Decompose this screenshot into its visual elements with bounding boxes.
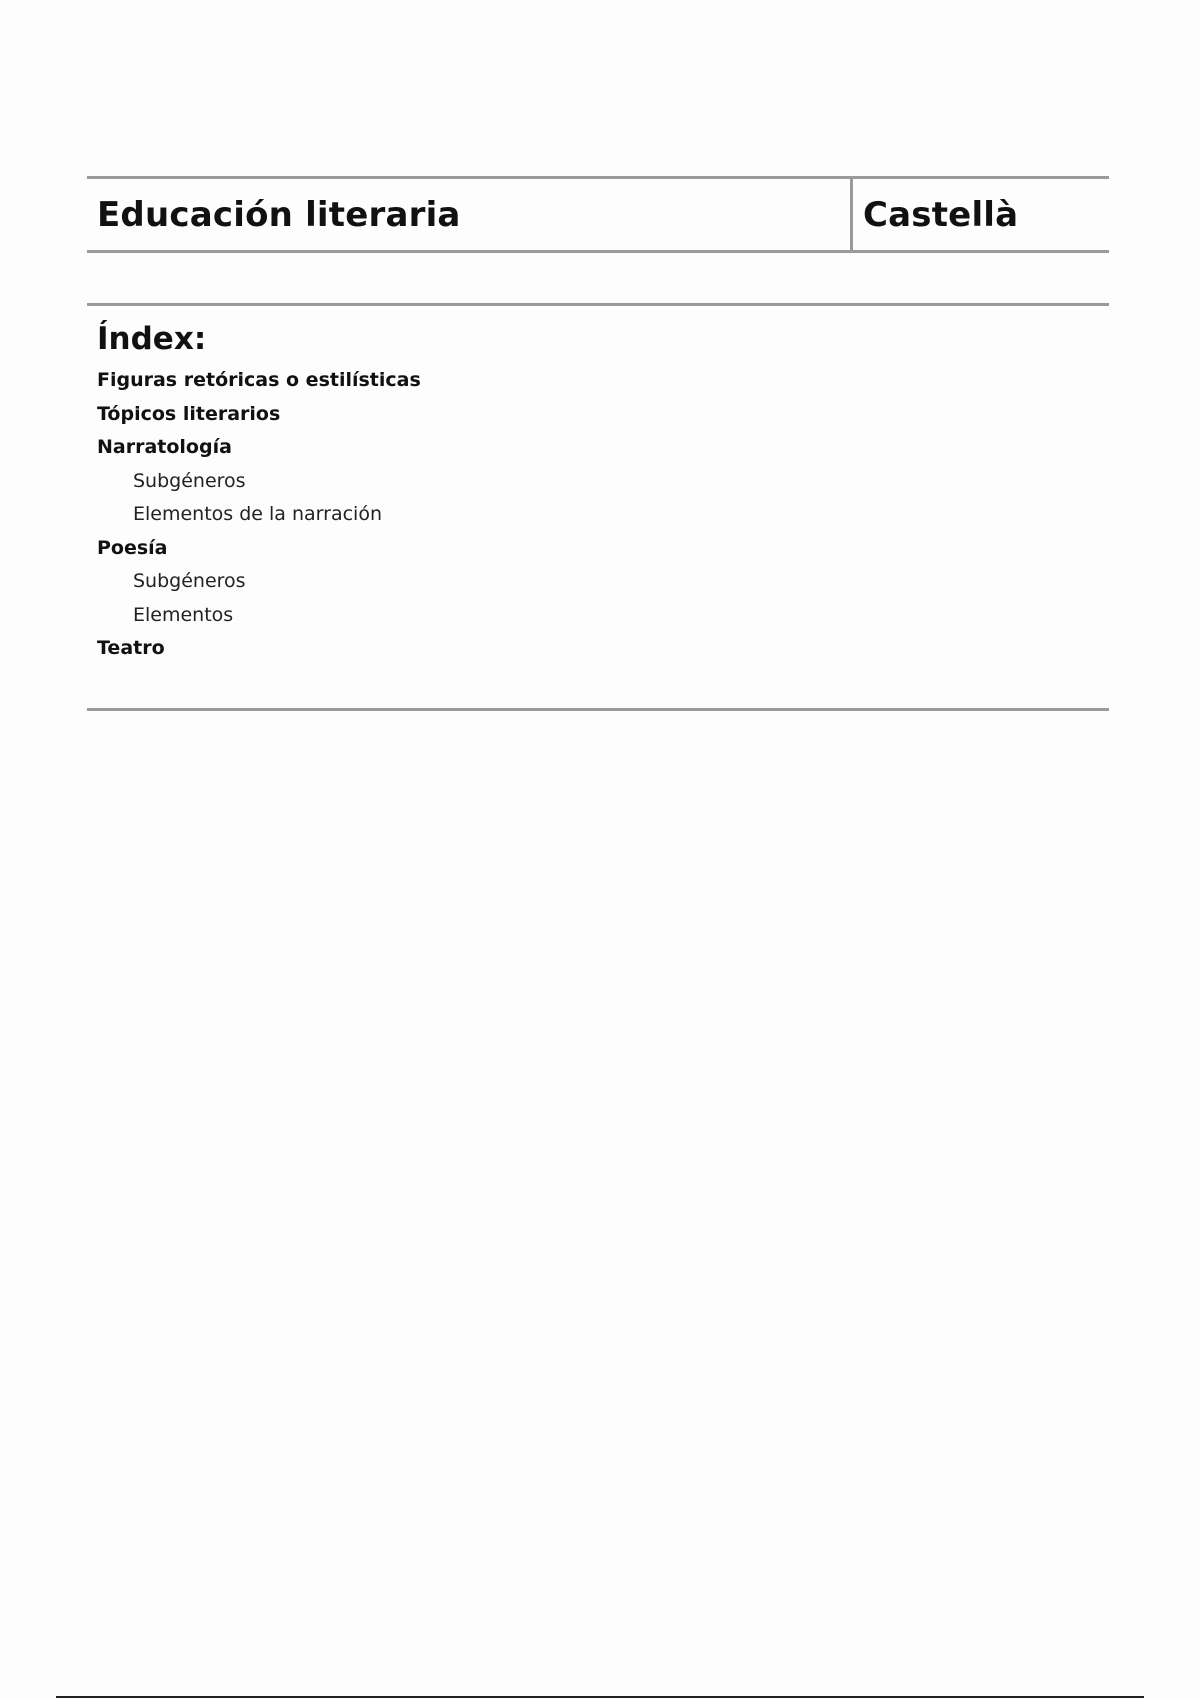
index-item-narratologia[interactable]: Narratología <box>97 436 232 458</box>
header-subject-cell <box>853 179 1109 250</box>
index-item-teatro[interactable]: Teatro <box>97 637 165 659</box>
index-subitem-poesia-subgeneros[interactable]: Subgéneros <box>133 570 246 592</box>
header-title-cell <box>87 179 853 250</box>
document-subject: Castellà <box>863 194 1019 235</box>
index-subitem-narratologia-subgeneros[interactable]: Subgéneros <box>133 469 246 492</box>
index-heading: Índex: <box>97 321 207 357</box>
index-item-figuras[interactable]: Figuras retóricas o estilísticas <box>97 369 421 391</box>
index-subitem-elementos-narracion[interactable]: Elementos de la narración <box>133 503 382 525</box>
index-item-topicos[interactable]: Tópicos literarios <box>97 402 281 425</box>
index-list <box>97 364 1109 666</box>
index-subitem-poesia-elementos[interactable]: Elementos <box>133 603 234 626</box>
footer-divider <box>56 1696 1144 1698</box>
index-section <box>87 303 1109 711</box>
document-header <box>87 176 1109 253</box>
document-title: Educación literaria <box>97 194 461 235</box>
index-item-poesia[interactable]: Poesía <box>97 536 168 559</box>
